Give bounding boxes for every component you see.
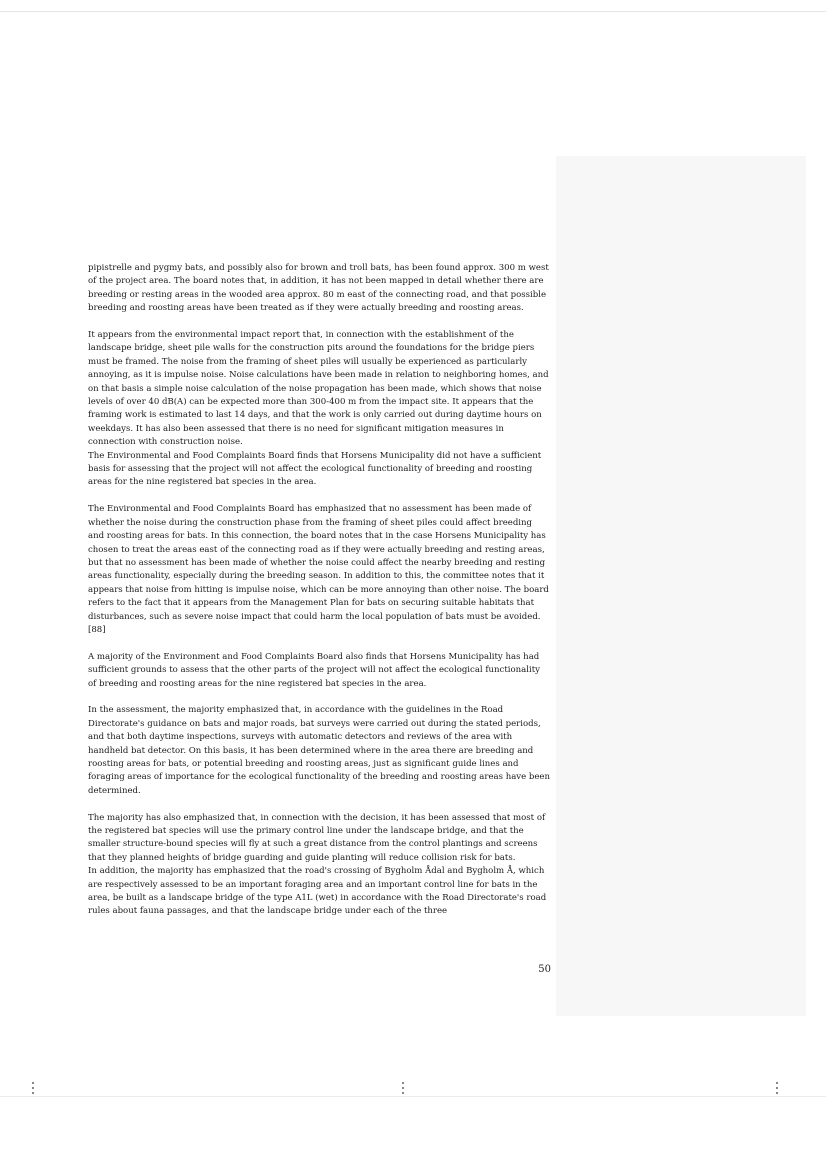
- bottom-scan-edge: [0, 1096, 826, 1097]
- page-number: 50: [538, 964, 551, 975]
- scan-shadow: [556, 156, 806, 1016]
- paragraph-6: In the assessment, the majority emphasized that, in accordance with the guidelines in the Road Directorate's guidance on bats and major roads, bat surveys were carried out during the stated periods, and that both daytime inspections, surveys with automatic detectors and reviews of the area with handheld bat detector. On this basis, it has been determined where in the area there are breeding and roosting areas for bats, or potential breeding and roosting areas, just as significant guide lines and foraging areas of importance for the ecological functionality of the breeding and roosting areas have been determined.: [88, 705, 550, 796]
- paragraph-2: It appears from the environmental impact report that, in connection with the establishment of the landscape bridge, sheet pile walls for the construction pits around the foundations for the bridge piers must be framed. The noise from the framing of sheet piles will usually be experienced as particularly annoying, as it is impulse noise. Noise calculations have been made in relation to neighboring homes, and on that basis a simple noise calculation of the noise propagation has been made, which shows that noise levels of over 40 dB(A) can be expected more than 300-400 m from the impact site. It appears that the framing work is estimated to last 14 days, and that the work is only carried out during daytime hours on weekdays. It has also been assessed that there is no need for significant mitigation measures in connection with construction noise.: [88, 330, 549, 448]
- paragraph-3: The Environmental and Food Complaints Board finds that Horsens Municipality did not have a sufficient basis for assessing that the project will not affect the ecological functionality of breeding and roosting areas for the nine registered bat species in the area.: [88, 450, 542, 488]
- crop-mark-left: [32, 1082, 35, 1100]
- paragraph-1: pipistrelle and pygmy bats, and possibly also for brown and troll bats, has been found approx. 300 m west of the project area. The board notes that, in addition, it has not been mapped in detail whether there are breeding or resting areas in the wooded area approx. 80 m east of the connecting road, and that possible breeding and roosting areas have been treated as if they were actually breeding and roosting areas.: [88, 263, 549, 314]
- paragraph-4: The Environmental and Food Complaints Board has emphasized that no assessment has been made of whether the noise during the construction phase from the framing of sheet piles could affect breeding and roosting areas for bats. In this connection, the board notes that in the case Horsens Municipality has chosen to treat the areas east of the connecting road as if they were actually breeding and resting areas, but that no assessment has been made of whether the noise could affect the nearby breeding and resting areas functionality, especially during the breeding season. In addition to this, the committee notes that it appears that noise from hitting is impulse noise, which can be more annoying than other noise. The board refers to the fact that it appears from the Management Plan for bats on securing suitable habitats that disturbances, such as severe noise impact that could harm the local population of bats must be avoided.[88]: [88, 504, 549, 635]
- crop-mark-center: [402, 1082, 405, 1100]
- crop-mark-right: [776, 1082, 779, 1100]
- paragraph-7: The majority has also emphasized that, in connection with the decision, it has been assessed that most of the registered bat species will use the primary control line under the landscape bridge, and that the smaller structure-bound species will fly at such a great distance from the control plantings and screens that they planned heights of bridge guarding and guide planting will reduce collision risk for bats.: [88, 812, 546, 863]
- paragraph-8: In addition, the majority has emphasized that the road's crossing of Bygholm Ådal and Bygholm Å, which are respectively assessed to be an important foraging area and an important control line for bats in the area, be built as a landscape bridge of the type A1L (wet) in accordance with the Road Directorate's road rules about fauna passages, and that the landscape bridge under each of the three: [88, 866, 547, 917]
- body-text: [88, 262, 550, 919]
- top-scan-edge: [0, 11, 826, 12]
- paragraph-5: A majority of the Environment and Food Complaints Board also finds that Horsens Municipality has had sufficient grounds to assess that the other parts of the project will not affect the ecological functionality of breeding and roosting areas for the nine registered bat species in the area.: [88, 651, 540, 689]
